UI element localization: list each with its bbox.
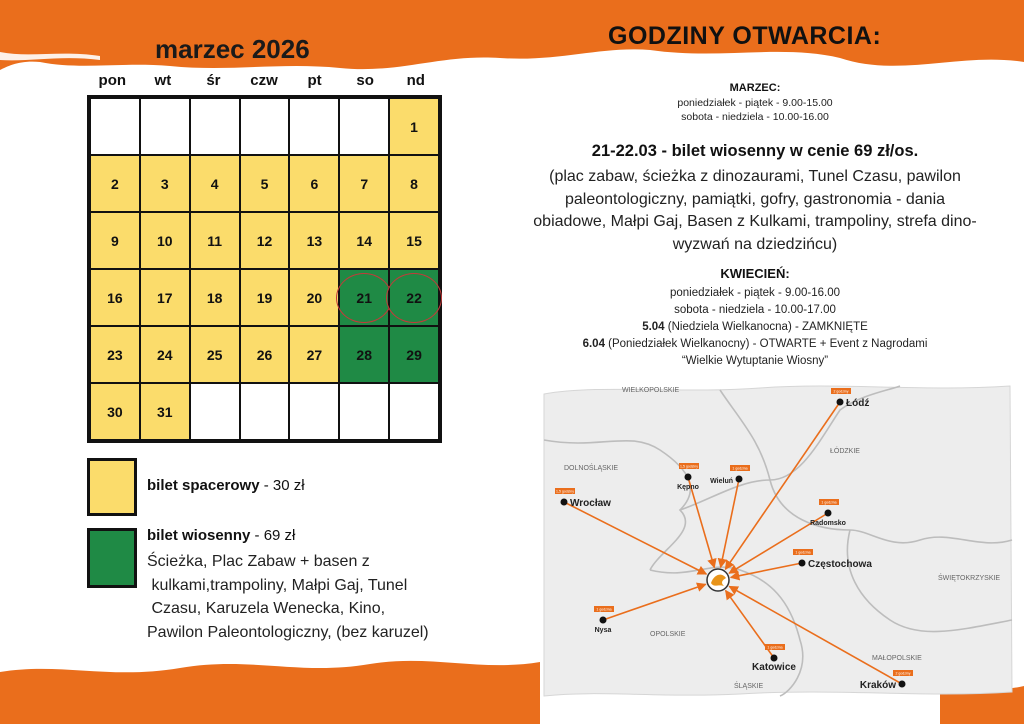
easter-monday-text: (Poniedziałek Wielkanocny) - OTWARTE + Event z Nagrodami bbox=[604, 338, 928, 350]
city-marker bbox=[899, 681, 906, 688]
calendar-day bbox=[140, 383, 190, 440]
calendar-day-number: 17 bbox=[156, 289, 173, 306]
easter-sunday-text: (Niedziela Wielkanocna) - ZAMKNIĘTE bbox=[664, 321, 868, 333]
legend-line: Pawilon Paleontologiczny, (bez karuzel) bbox=[147, 623, 429, 641]
calendar-day bbox=[140, 155, 190, 212]
city-label: Kraków bbox=[859, 680, 896, 691]
calendar-day-number: 14 bbox=[356, 232, 372, 249]
calendar-day-number: 13 bbox=[306, 232, 323, 249]
calendar-day-number: 4 bbox=[210, 175, 219, 192]
easter-monday-note bbox=[495, 338, 1015, 350]
calendar-day bbox=[90, 269, 140, 326]
region-label: ŁÓDZKIE bbox=[830, 448, 860, 455]
calendar-day bbox=[90, 326, 140, 383]
legend-line: Czasu, Karuzela Wenecka, Kino, bbox=[147, 600, 386, 617]
calendar-day bbox=[389, 326, 439, 383]
april-heading: KWIECIEŃ: bbox=[720, 266, 790, 281]
region-label: OPOLSKIE bbox=[650, 631, 686, 638]
easter-sunday-note bbox=[495, 321, 1015, 333]
calendar-day bbox=[140, 326, 190, 383]
calendar-day-number: 31 bbox=[156, 403, 173, 420]
city-marker bbox=[685, 474, 692, 481]
city-label: Łódź bbox=[846, 398, 870, 409]
march-weekday-hours: poniedziałek - piątek - 9.00-15.00 bbox=[677, 97, 833, 109]
travel-time-label: 1 godzina bbox=[767, 645, 783, 650]
city-marker bbox=[600, 617, 607, 624]
weekday-label: śr bbox=[206, 72, 221, 89]
calendar-day bbox=[140, 269, 190, 326]
travel-time-label: 2 godziny bbox=[833, 389, 849, 394]
weekday-header bbox=[87, 72, 441, 92]
calendar-day bbox=[190, 212, 240, 269]
easter-monday-date: 6.04 bbox=[582, 338, 605, 350]
promo-line: paleontologiczny, pamiątki, gofry, gastronomia - dania bbox=[564, 190, 946, 208]
opening-hours-title: GODZINY OTWARCIA: bbox=[608, 22, 882, 50]
calendar-empty-cell bbox=[339, 383, 389, 440]
weekday-label: wt bbox=[154, 72, 172, 89]
calendar-empty-cell bbox=[240, 98, 290, 155]
calendar-day-number: 3 bbox=[160, 175, 169, 192]
calendar-day bbox=[389, 155, 439, 212]
march-heading: MARZEC: bbox=[729, 82, 781, 94]
calendar-day bbox=[289, 155, 339, 212]
calendar-day-number: 12 bbox=[256, 232, 273, 249]
calendar-day bbox=[339, 212, 389, 269]
calendar-day bbox=[240, 212, 290, 269]
city-label: Nysa bbox=[594, 627, 612, 634]
april-weekday-hours: poniedziałek - piątek - 9.00-16.00 bbox=[669, 287, 841, 299]
calendar-empty-cell bbox=[389, 383, 439, 440]
april-weekend-hours: sobota - niedziela - 10.00-17.00 bbox=[674, 304, 836, 316]
legend-walk-ticket bbox=[147, 477, 305, 494]
calendar-day bbox=[240, 155, 290, 212]
calendar-day-number: 9 bbox=[111, 232, 119, 249]
travel-time-label: 2 godziny bbox=[895, 671, 911, 676]
easter-sunday-date: 5.04 bbox=[642, 321, 665, 333]
legend-swatch-yellow bbox=[87, 458, 137, 516]
legend-spring-description bbox=[147, 550, 507, 644]
calendar-day bbox=[190, 326, 240, 383]
city-marker bbox=[561, 499, 568, 506]
calendar-day-number: 18 bbox=[206, 289, 223, 306]
city-label: Kępno bbox=[677, 484, 699, 491]
legend-spring-ticket bbox=[147, 527, 295, 544]
calendar-day-number: 11 bbox=[207, 232, 223, 249]
calendar-day-number: 10 bbox=[156, 232, 173, 249]
calendar-empty-cell bbox=[190, 383, 240, 440]
promo-line: (plac zabaw, ścieżka z dinozaurami, Tunel Czasu, pawilon bbox=[549, 168, 961, 185]
legend-spring-price: - 69 zł bbox=[250, 527, 296, 544]
calendar-day bbox=[90, 383, 140, 440]
legend-walk-price: - 30 zł bbox=[259, 477, 305, 494]
calendar-day-number: 30 bbox=[107, 403, 123, 420]
calendar-day-number: 22 bbox=[406, 289, 422, 306]
city-label: Wrocław bbox=[570, 498, 611, 509]
calendar-day-number: 5 bbox=[260, 175, 269, 192]
travel-time-label: 1,5 godziny bbox=[556, 489, 574, 494]
promo-line: obiadowe, Małpi Gaj, Basen z Kulkami, trampoliny, strefa dino- bbox=[533, 213, 977, 230]
calendar-empty-cell bbox=[339, 98, 389, 155]
weekday-label: nd bbox=[406, 72, 425, 89]
weekday-label: so bbox=[356, 72, 374, 89]
promo-description bbox=[490, 166, 1020, 256]
legend-spring-name: bilet wiosenny bbox=[147, 527, 251, 544]
legend-swatch-green bbox=[87, 528, 137, 588]
legend-line: Ścieżka, Plac Zabaw + basen z bbox=[147, 553, 370, 570]
weekday-label: pt bbox=[307, 72, 322, 89]
calendar-day-number: 26 bbox=[256, 346, 273, 363]
calendar-day-number: 27 bbox=[306, 346, 323, 363]
calendar-day bbox=[240, 269, 290, 326]
calendar-day-number: 2 bbox=[111, 175, 119, 192]
calendar-day bbox=[339, 155, 389, 212]
travel-map bbox=[540, 380, 1015, 700]
calendar-day-number: 1 bbox=[410, 118, 418, 135]
calendar-day bbox=[140, 212, 190, 269]
destination-logo bbox=[707, 569, 729, 591]
city-label: Wieluń bbox=[710, 478, 733, 485]
promo-line: wyzwań na dziedzińcu) bbox=[672, 235, 838, 253]
calendar-empty-cell bbox=[90, 98, 140, 155]
region-label: WIELKOPOLSKIE bbox=[622, 387, 680, 394]
calendar-day bbox=[289, 212, 339, 269]
calendar-day bbox=[190, 269, 240, 326]
calendar-empty-cell bbox=[289, 98, 339, 155]
travel-time-label: 1 godzina bbox=[821, 500, 837, 505]
calendar-day bbox=[289, 326, 339, 383]
region-label: ŚWIĘTOKRZYSKIE bbox=[938, 575, 1001, 582]
calendar-day-number: 29 bbox=[406, 346, 422, 363]
travel-time-label: 1 godzina bbox=[795, 550, 811, 555]
calendar-empty-cell bbox=[140, 98, 190, 155]
calendar-day-number: 25 bbox=[206, 346, 223, 363]
region-label: ŚLĄSKIE bbox=[734, 683, 764, 690]
calendar-day-number: 23 bbox=[107, 346, 123, 363]
city-marker bbox=[736, 476, 743, 483]
calendar-day-number: 6 bbox=[310, 175, 319, 192]
calendar-day bbox=[190, 155, 240, 212]
calendar-day bbox=[339, 269, 389, 326]
region-label: MAŁOPOLSKIE bbox=[872, 655, 922, 662]
city-marker bbox=[799, 560, 806, 567]
calendar-day-number: 24 bbox=[156, 346, 173, 363]
travel-time-label: 1 godzina bbox=[732, 466, 748, 471]
calendar-empty-cell bbox=[289, 383, 339, 440]
calendar-empty-cell bbox=[190, 98, 240, 155]
event-name: “Wielkie Wytuptanie Wiosny” bbox=[681, 355, 829, 367]
weekday-label: pon bbox=[98, 72, 127, 89]
city-marker bbox=[771, 655, 778, 662]
march-weekend-hours: sobota - niedziela - 10.00-16.00 bbox=[681, 111, 829, 123]
calendar-day bbox=[90, 155, 140, 212]
calendar-day-number: 28 bbox=[356, 346, 372, 363]
calendar-day bbox=[389, 98, 439, 155]
city-label: Częstochowa bbox=[808, 559, 872, 570]
calendar-grid bbox=[87, 95, 442, 443]
city-label: Radomsko bbox=[810, 520, 846, 527]
calendar-day bbox=[240, 326, 290, 383]
calendar-day-number: 20 bbox=[306, 289, 323, 306]
calendar-day-number: 15 bbox=[406, 232, 422, 249]
legend-walk-name: bilet spacerowy bbox=[147, 477, 260, 494]
calendar-day bbox=[339, 326, 389, 383]
calendar-day bbox=[90, 212, 140, 269]
circled-day-marker bbox=[386, 273, 442, 323]
legend-line: kulkami,trampoliny, Małpi Gaj, Tunel bbox=[147, 576, 408, 594]
calendar-title: marzec 2026 bbox=[155, 34, 310, 64]
weekday-label: czw bbox=[250, 72, 278, 89]
calendar-day-number: 19 bbox=[256, 289, 273, 306]
calendar-day bbox=[389, 212, 439, 269]
calendar-day-number: 7 bbox=[360, 175, 369, 192]
travel-time-label: 1 godzina bbox=[596, 607, 612, 612]
city-marker bbox=[837, 399, 844, 406]
promo-heading: 21-22.03 - bilet wiosenny w cenie 69 zł/os. bbox=[591, 142, 919, 160]
calendar-day-number: 8 bbox=[410, 175, 418, 192]
calendar-day-number: 21 bbox=[356, 289, 372, 306]
circled-day-marker bbox=[336, 273, 392, 323]
calendar-empty-cell bbox=[240, 383, 290, 440]
calendar-day-number: 16 bbox=[107, 289, 123, 306]
calendar-day bbox=[289, 269, 339, 326]
city-marker bbox=[825, 510, 832, 517]
region-label: DOLNOŚLĄSKIE bbox=[564, 465, 619, 472]
city-label: Katowice bbox=[752, 662, 796, 673]
travel-time-label: 1,5 godziny bbox=[680, 464, 698, 469]
calendar-day bbox=[389, 269, 439, 326]
